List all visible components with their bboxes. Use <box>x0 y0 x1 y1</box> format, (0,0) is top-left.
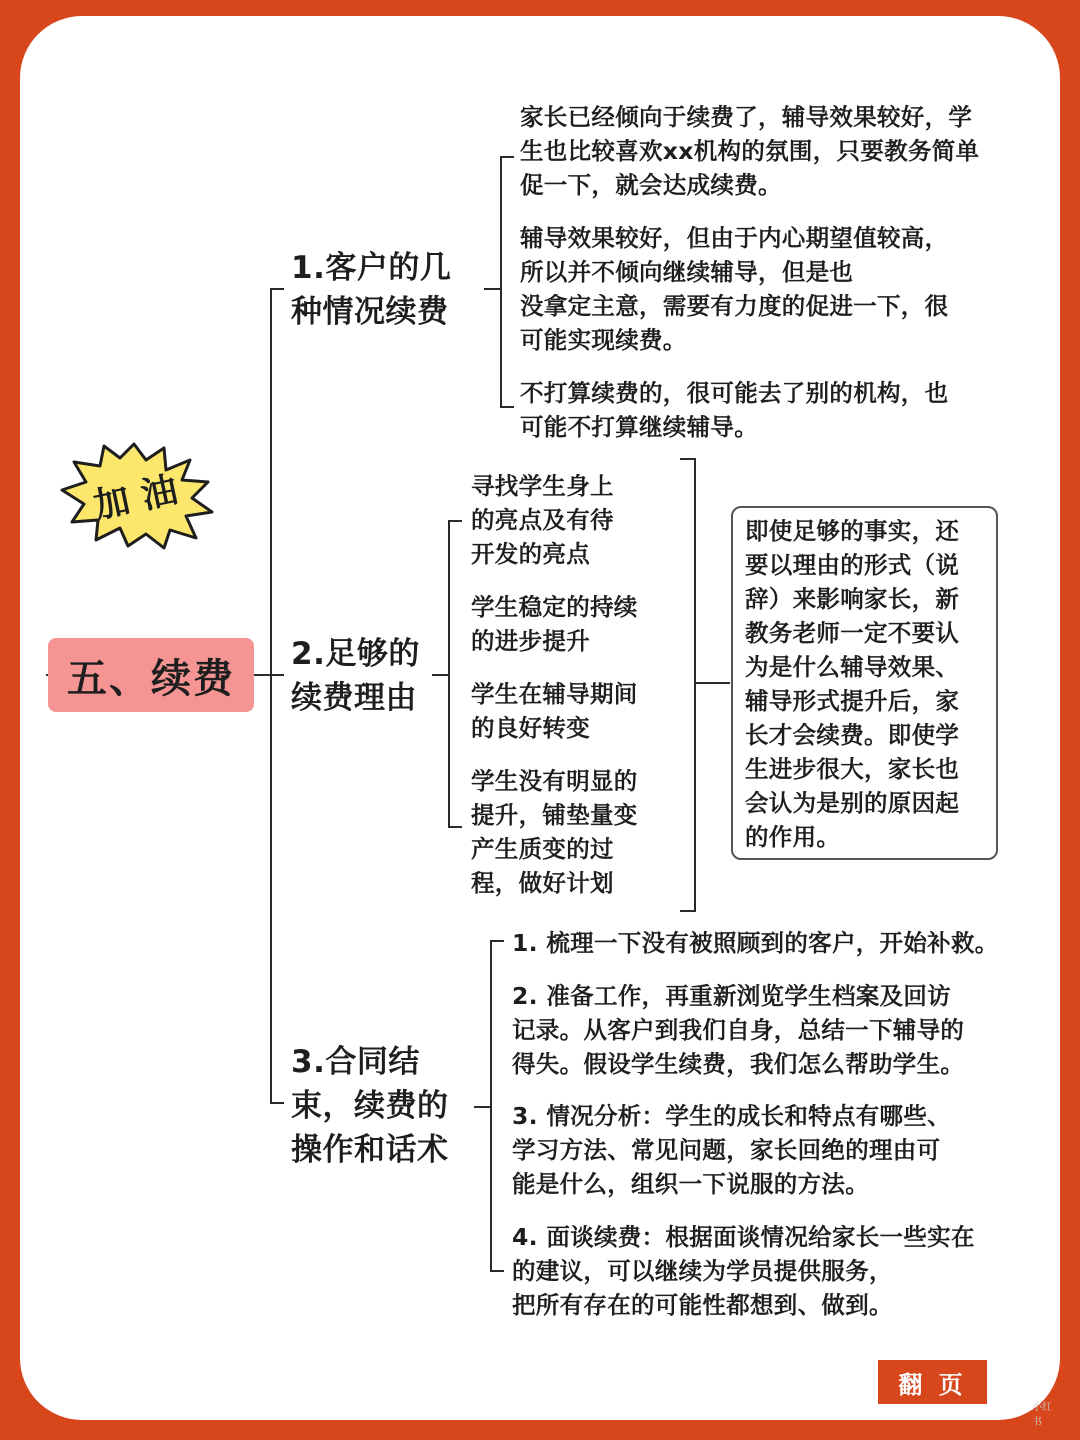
root-node: 五、续费 <box>48 638 254 712</box>
next-page-button[interactable]: 翻 页 <box>878 1360 987 1404</box>
branch-3-leaf-1: 1. 梳理一下没有被照顾到的客户，开始补救。 <box>512 929 999 957</box>
branch-2-title: 2.足够的 续费理由 <box>291 636 420 716</box>
reasons-right-bracket-bottom <box>680 910 696 912</box>
branch-2-leaf-4: 学生没有明显的 提升，铺垫量变 产生质变的过 程，做好计划 <box>471 767 638 897</box>
trunk-to-branch-2 <box>270 674 284 676</box>
mind-map-card <box>20 16 1060 1428</box>
branch-2-bracket-top <box>448 520 462 522</box>
branch-2-leaf-1: 寻找学生身上 的亮点及有待 开发的亮点 <box>471 472 614 568</box>
branch-3-title: 3.合同结 束，续费的 操作和话术 <box>291 1044 449 1168</box>
branch-1-leaf-2: 辅导效果较好，但由于内心期望值较高， 所以并不倾向继续辅导，但是也 没拿定主意，需要有力度的促进一下，很 可能实现续费。 <box>520 224 949 354</box>
branch-2-bracket-bottom <box>448 826 462 828</box>
branch-3-leaf-3: 3. 情况分析：学生的成长和特点有哪些、 学习方法、常见问题，家长回绝的理由可 能是什么，组织一下说服的方法。 <box>512 1102 951 1198</box>
main-trunk <box>270 288 272 1104</box>
branch-1-leaf-3: 不打算续费的，很可能去了别的机构，也 可能不打算继续辅导。 <box>520 379 949 441</box>
branch-3-leaf-2: 2. 准备工作，再重新浏览学生档案及回访 记录。从客户到我们自身，总结一下辅导的 得失。假设学生续费，我们怎么帮助学生。 <box>512 982 965 1078</box>
branch-1-title: 1.客户的几 种情况续费 <box>291 250 452 330</box>
branch-2-leaf-3: 学生在辅导期间 的良好转变 <box>471 680 638 742</box>
branch-2-leaf-2: 学生稳定的持续 的进步提升 <box>471 593 638 655</box>
branch-3-bracket-top <box>490 940 504 942</box>
cheer-sticker-icon <box>56 440 216 550</box>
branch-2-bracket <box>448 520 450 828</box>
branch-3-leaf-4: 4. 面谈续费：根据面谈情况给家长一些实在 的建议，可以继续为学员提供服务， 把所有存在的可能性都想到、做到。 <box>512 1223 975 1319</box>
branch-3-bracket-bottom <box>490 1270 504 1272</box>
reasons-right-bracket <box>694 458 696 912</box>
branch-1-leaf-1: 家长已经倾向于续费了，辅导效果较好，学 生也比较喜欢xx机构的氛围，只要教务简单 促一下，就会达成续费。 <box>520 103 980 199</box>
branch-1-bracket-top <box>500 156 514 158</box>
reasons-note-box: 即使足够的事实，还 要以理由的形式（说 辞）来影响家长，新 教务老师一定不要认 为是什么辅导效果、 辅导形式提升后，家 长才会续费。即使学 生进步很大，家长也 会认为是别的原因起 的作用。 <box>731 506 998 860</box>
branch-1-bracket-bottom <box>500 406 514 408</box>
reasons-to-note-connector <box>694 682 730 684</box>
watermark: 小红书 <box>1032 1402 1052 1428</box>
reasons-right-bracket-top <box>680 458 696 460</box>
trunk-to-branch-1 <box>270 288 284 290</box>
cheer-text: 加 油 <box>90 469 182 528</box>
branch-3-bracket <box>490 940 492 1272</box>
trunk-to-branch-3 <box>270 1102 284 1104</box>
branch-1-bracket <box>500 156 502 408</box>
